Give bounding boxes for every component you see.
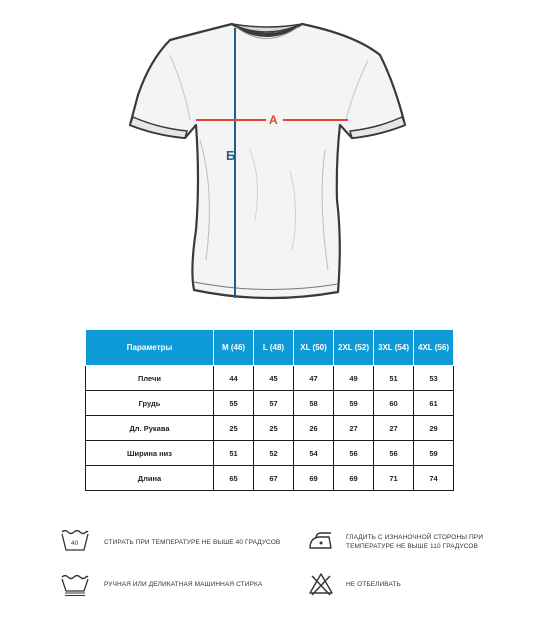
table-row-label: Длина [86, 466, 214, 491]
gentle-wash-text: РУЧНАЯ ИЛИ ДЕЛИКАТНАЯ МАШИННАЯ СТИРКА [104, 581, 263, 588]
table-cell: 51 [374, 366, 414, 391]
table-cell: 51 [214, 441, 254, 466]
length-measure-label: Б [226, 148, 236, 163]
table-cell: 25 [254, 416, 294, 441]
table-cell: 65 [214, 466, 254, 491]
table-cell: 59 [414, 441, 454, 466]
table-row-label: Плечи [86, 366, 214, 391]
table-cell: 25 [214, 416, 254, 441]
table-header-cell: 3XL (54) [374, 330, 414, 366]
size-table [85, 329, 454, 491]
table-header-row [86, 330, 454, 366]
wash-temp-value: 40 [71, 540, 79, 547]
table-header-cell: L (48) [254, 330, 294, 366]
table-cell: 61 [414, 391, 454, 416]
table-row [86, 366, 454, 391]
table-cell: 47 [294, 366, 334, 391]
table-cell: 67 [254, 466, 294, 491]
gentle-wash-icon [60, 573, 90, 597]
table-header-cell: M (46) [214, 330, 254, 366]
table-header-cell: 4XL (56) [414, 330, 454, 366]
table-cell: 45 [254, 366, 294, 391]
table-header-cell: XL (50) [294, 330, 334, 366]
width-measure-label: А [269, 113, 278, 127]
table-cell: 27 [374, 416, 414, 441]
table-cell: 59 [334, 391, 374, 416]
iron-text-line-1: ГЛАДИТЬ С ИЗНАНОЧНОЙ СТОРОНЫ ПРИ [346, 534, 483, 541]
table-cell: 57 [254, 391, 294, 416]
no-bleach-text: НЕ ОТБЕЛИВАТЬ [346, 581, 401, 588]
iron-text [346, 533, 483, 551]
table-row [86, 416, 454, 441]
table-row [86, 391, 454, 416]
table-cell: 58 [294, 391, 334, 416]
table-row [86, 441, 454, 466]
table-cell: 56 [334, 441, 374, 466]
table-row-label: Ширина низ [86, 441, 214, 466]
table-cell: 53 [414, 366, 454, 391]
wash-text: СТИРАТЬ ПРИ ТЕМПЕРАТУРЕ НЕ ВЫШЕ 40 ГРАДУСОВ [104, 539, 281, 546]
table-cell: 56 [374, 441, 414, 466]
table-header-cell: Параметры [86, 330, 214, 366]
table-cell: 27 [334, 416, 374, 441]
table-cell: 60 [374, 391, 414, 416]
no-bleach-icon [308, 572, 334, 596]
table-cell: 44 [214, 366, 254, 391]
table-cell: 52 [254, 441, 294, 466]
table-row-label: Грудь [86, 391, 214, 416]
table-header-cell: 2XL (52) [334, 330, 374, 366]
iron-text-line-2: ТЕМПЕРАТУРЕ НЕ ВЫШЕ 110 ГРАДУСОВ [346, 543, 478, 550]
table-cell: 55 [214, 391, 254, 416]
table-cell: 54 [294, 441, 334, 466]
table-row [86, 466, 454, 491]
tshirt-outline [130, 24, 405, 298]
table-cell: 69 [294, 466, 334, 491]
table-cell: 74 [414, 466, 454, 491]
table-cell: 69 [334, 466, 374, 491]
wash-40-icon [60, 528, 90, 552]
table-cell: 29 [414, 416, 454, 441]
table-cell: 26 [294, 416, 334, 441]
iron-icon [307, 530, 335, 552]
table-cell: 49 [334, 366, 374, 391]
table-cell: 71 [374, 466, 414, 491]
table-row-label: Дл. Рукава [86, 416, 214, 441]
